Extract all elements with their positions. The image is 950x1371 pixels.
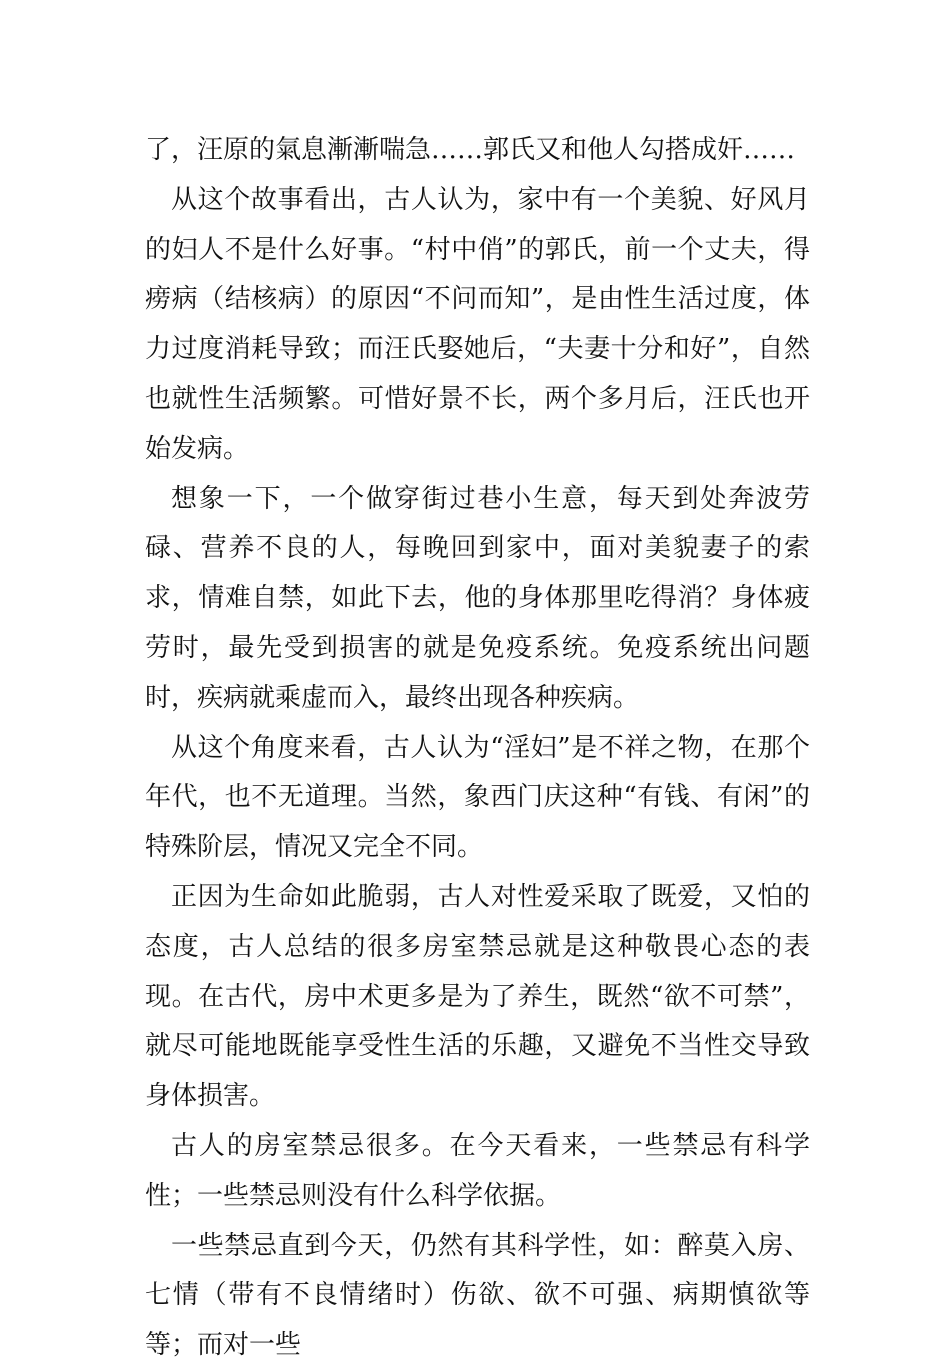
paragraph: 从这个故事看出，古人认为，家中有一个美貌、好风月的妇人不是什么好事。“村中俏”的郭氏，前一个丈夫，得痨病（结核病）的原因“不问而知”，是由性生活过度，体力过度消耗导致；而汪氏娶她后，“夫妻十分和好”，自然也就性生活频繁。可惜好景不长，两个多月后，汪氏也开始发病。 — [145, 184, 810, 464]
paragraph: 想象一下，一个做穿街过巷小生意，每天到处奔波劳碌、营养不良的人，每晚回到家中，面对美貌妻子的索求，情难自禁，如此下去，他的身体那里吃得消？身体疲劳时，最先受到损害的就是免疫系统。免疫系统出问题时，疾病就乘虚而入，最终出现各种疾病。 — [145, 483, 810, 713]
paragraph: 一些禁忌直到今天，仍然有其科学性，如：醉莫入房、七情（带有不良情绪时）伤欲、欲不可强、病期慎欲等等；而对一些 — [145, 1230, 810, 1361]
paragraph-continuation: 了，汪原的氣息漸漸喘急……郭氏又和他人勾搭成奸…… — [145, 135, 796, 165]
paragraph: 正因为生命如此脆弱，古人对性爱采取了既爱，又怕的态度，古人总结的很多房室禁忌就是这种敬畏心态的表现。在古代，房中术更多是为了养生，既然“欲不可禁”，就尽可能地既能享受性生活的乐趣，又避免不当性交导致身体损害。 — [145, 881, 810, 1112]
paragraph: 古人的房室禁忌很多。在今天看来，一些禁忌有科学性；一些禁忌则没有什么科学依据。 — [145, 1130, 810, 1211]
document-body — [145, 126, 810, 1371]
paragraph: 从这个角度来看，古人认为“淫妇”是不祥之物，在那个年代，也不无道理。当然，象西门庆这种“有钱、有闲”的特殊阶层，情况又完全不同。 — [145, 732, 810, 863]
